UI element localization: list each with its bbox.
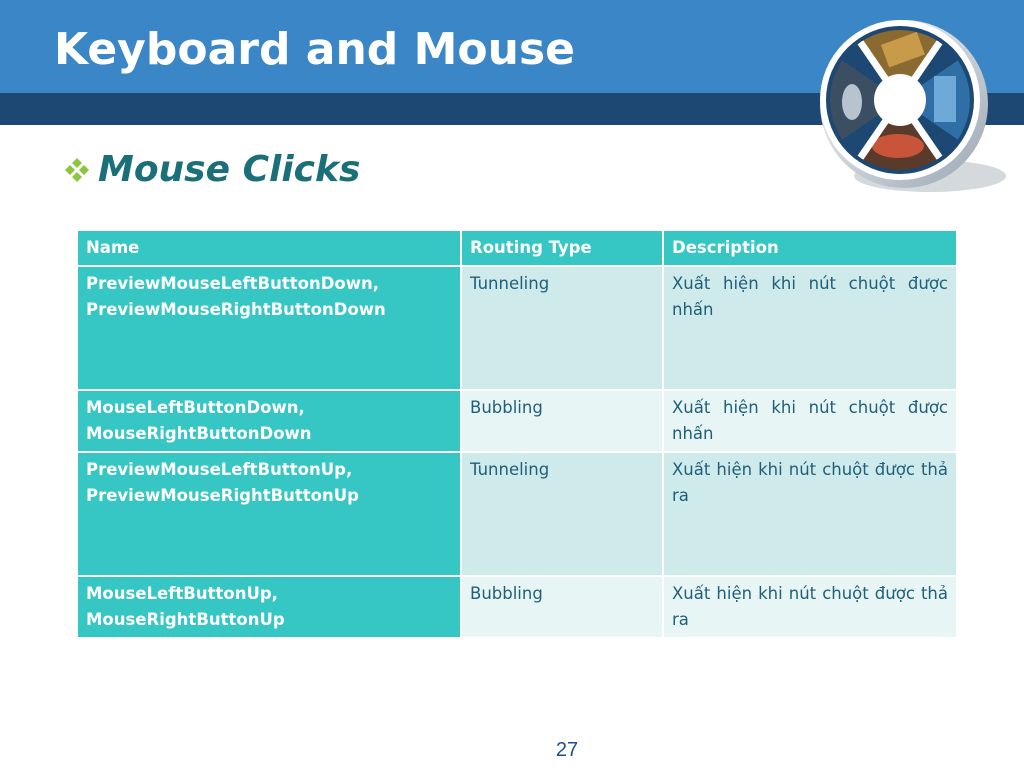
event-name: PreviewMouseLeftButtonUp, — [86, 460, 353, 479]
event-name-cell — [77, 266, 461, 390]
routing-type-cell: Bubbling — [461, 390, 663, 452]
header-description: Description — [663, 230, 957, 266]
routing-type-cell: Bubbling — [461, 576, 663, 638]
page-number: 27 — [555, 739, 579, 761]
description-cell: Xuất hiện khi nút chuột được nhấn — [663, 390, 957, 452]
header-name: Name — [77, 230, 461, 266]
table-row — [77, 266, 957, 390]
description-cell: Xuất hiện khi nút chuột được thả ra — [663, 452, 957, 576]
event-name: MouseLeftButtonDown, — [86, 398, 305, 417]
description-cell: Xuất hiện khi nút chuột được thả ra — [663, 576, 957, 638]
description-cell: Xuất hiện khi nút chuột được nhấn — [663, 266, 957, 390]
four-diamond-bullet-icon — [64, 157, 90, 183]
table-row — [77, 576, 957, 638]
bullet-item — [64, 148, 360, 192]
event-name: MouseLeftButtonUp, — [86, 584, 278, 603]
table-row — [77, 452, 957, 576]
table-row — [77, 390, 957, 452]
slide-title: Keyboard and Mouse — [54, 24, 575, 75]
header-routing-type: Routing Type — [461, 230, 663, 266]
mouse-events-table — [76, 229, 958, 639]
table-header-row — [77, 230, 957, 266]
circular-photo-collage-logo-icon — [812, 16, 1008, 194]
event-name-cell — [77, 576, 461, 638]
event-name-cell — [77, 390, 461, 452]
event-name: PreviewMouseLeftButtonDown, — [86, 274, 380, 293]
event-name: MouseRightButtonUp — [86, 610, 285, 629]
event-name-cell — [77, 452, 461, 576]
event-name: PreviewMouseRightButtonUp — [86, 486, 359, 505]
routing-type-cell: Tunneling — [461, 266, 663, 390]
event-name: PreviewMouseRightButtonDown — [86, 300, 386, 319]
routing-type-cell: Tunneling — [461, 452, 663, 576]
bullet-text: Mouse Clicks — [98, 149, 361, 190]
event-name: MouseRightButtonDown — [86, 424, 312, 443]
